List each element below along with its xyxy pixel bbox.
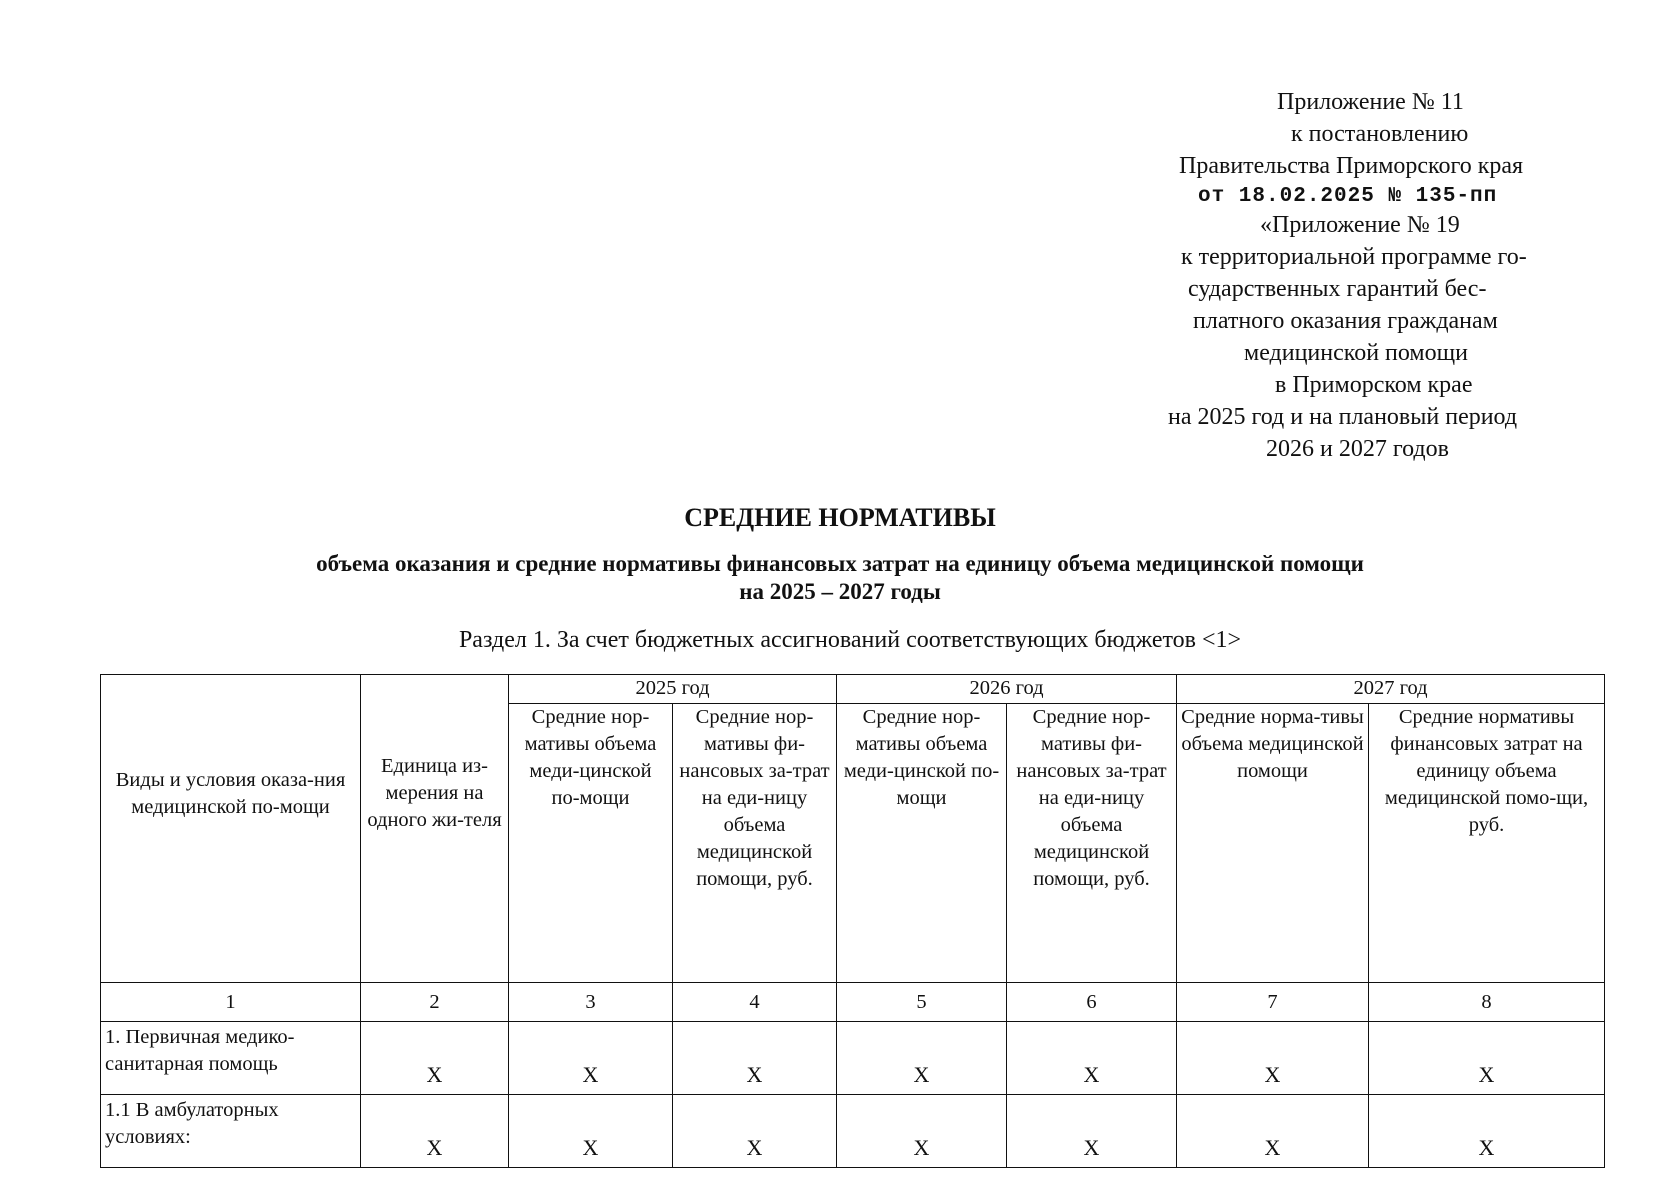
header-2025-volume-norm: Средние нор-мативы объема меди-цинской по-мощи: [509, 704, 673, 983]
annex-date-number-stamp: от 18.02.2025 № 135-пп: [1198, 185, 1498, 208]
annex-program-line5: в Приморском крае: [1275, 372, 1473, 398]
annex-government: Правительства Приморского края: [1179, 153, 1524, 179]
header-unit: Единица из-мерения на одного жи-теля: [361, 675, 509, 983]
header-2027-volume-norm: Средние норма-тивы объема медицинской помощи: [1177, 704, 1369, 983]
column-number: 7: [1177, 983, 1369, 1022]
cell-value: X: [361, 1022, 509, 1095]
norms-table: [100, 674, 1605, 1168]
table-column-numbers-row: [101, 983, 1605, 1022]
column-number: 2: [361, 983, 509, 1022]
annex-number: Приложение № 11: [1277, 89, 1464, 115]
annex-program-line7: 2026 и 2027 годов: [1266, 436, 1449, 462]
cell-value: X: [1177, 1022, 1369, 1095]
column-number: 5: [837, 983, 1007, 1022]
cell-value: X: [1007, 1022, 1177, 1095]
cell-value: X: [509, 1022, 673, 1095]
cell-value: X: [509, 1095, 673, 1168]
table-header-row-years: [101, 675, 1605, 704]
header-year-2027: 2027 год: [1177, 675, 1605, 704]
table-row: [101, 1095, 1605, 1168]
row-label: 1.1 В амбулаторных условиях:: [101, 1095, 361, 1168]
cell-value: X: [1369, 1095, 1605, 1168]
cell-value: X: [837, 1095, 1007, 1168]
header-2025-cost-norm: Средние нор-мативы фи-нансовых за-трат на еди-ницу объема медицинской помощи, руб.: [673, 704, 837, 983]
header-2026-cost-norm: Средние нор-мативы фи-нансовых за-трат на еди-ницу объема медицинской помощи, руб.: [1007, 704, 1177, 983]
header-year-2025: 2025 год: [509, 675, 837, 704]
annex-program-line3: платного оказания гражданам: [1193, 308, 1498, 334]
column-number: 4: [673, 983, 837, 1022]
cell-value: X: [1177, 1095, 1369, 1168]
header-care-type: Виды и условия оказа-ния медицинской по-мощи: [101, 675, 361, 983]
cell-value: X: [1007, 1095, 1177, 1168]
annex-prior-number: «Приложение № 19: [1260, 212, 1460, 238]
header-year-2026: 2026 год: [837, 675, 1177, 704]
cell-value: X: [361, 1095, 509, 1168]
header-2027-cost-norm: Средние нормативы финансовых затрат на единицу объема медицинской помо-щи, руб.: [1369, 704, 1605, 983]
cell-value: X: [837, 1022, 1007, 1095]
annex-program-line4: медицинской помощи: [1244, 340, 1468, 366]
document-subtitle: объема оказания и средние нормативы финансовых затрат на единицу объема медицинской помощи: [316, 551, 1364, 576]
table-row: [101, 1022, 1605, 1095]
column-number: 1: [101, 983, 361, 1022]
cell-value: X: [673, 1022, 837, 1095]
cell-value: X: [673, 1095, 837, 1168]
annex-resolution-ref: к постановлению: [1291, 121, 1469, 147]
column-number: 8: [1369, 983, 1605, 1022]
row-label: 1. Первичная медико-санитарная помощь: [101, 1022, 361, 1095]
document-title: СРЕДНИЕ НОРМАТИВЫ: [684, 503, 996, 532]
annex-program-line1: к территориальной программе го-: [1181, 244, 1527, 270]
section-title: Раздел 1. За счет бюджетных ассигнований соответствующих бюджетов <1>: [458, 627, 1242, 653]
document-subtitle-period: на 2025 – 2027 годы: [739, 579, 941, 604]
annex-program-line2: сударственных гарантий бес-: [1188, 276, 1487, 302]
annex-program-line6: на 2025 год и на плановый период: [1168, 404, 1518, 430]
header-2026-volume-norm: Средние нор-мативы объема меди-цинской по-мощи: [837, 704, 1007, 983]
column-number: 6: [1007, 983, 1177, 1022]
cell-value: X: [1369, 1022, 1605, 1095]
column-number: 3: [509, 983, 673, 1022]
